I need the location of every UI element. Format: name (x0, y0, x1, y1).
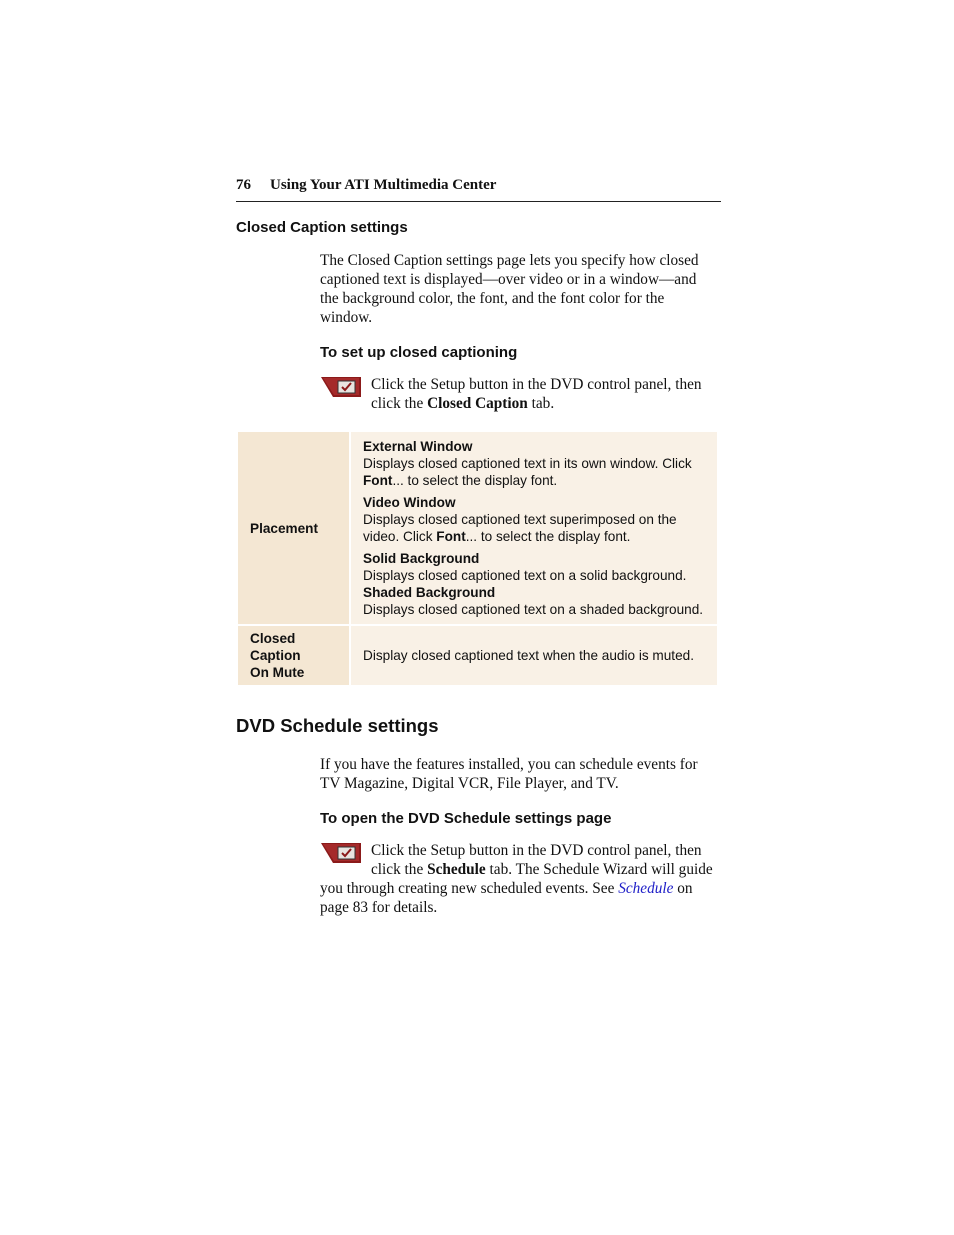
open-schedule-step: click the Schedule tab. The Schedule Wizard will guide you through creating new scheduled events. See Schedule on page 83 for details. (320, 861, 713, 916)
schedule-tab-name: Schedule (427, 861, 486, 878)
closed-caption-on-mute-label: Closed Caption On Mute (238, 626, 349, 685)
closed-caption-tab-name: Closed Caption (427, 395, 528, 412)
open-schedule-procedure-heading: To open the DVD Schedule settings page (320, 810, 612, 827)
setup-button-icon (321, 377, 361, 397)
option-video-window: Video Window Displays closed captioned text superimposed on the video. Click Font... to select the display font. (363, 495, 677, 544)
option-external-window: External Window Displays closed captioned text in its own window. Click Font... to select the display font. (363, 439, 692, 488)
dvd-schedule-heading: DVD Schedule settings (236, 715, 439, 736)
closed-caption-on-mute-desc: Display closed captioned text when the audio is muted. (351, 626, 717, 685)
dvd-schedule-intro: If you have the features installed, you can schedule events for TV Magazine, Digital VCR, File Player, and TV. (320, 756, 698, 792)
schedule-link[interactable]: Schedule (618, 880, 674, 897)
open-schedule-step-line1: Click the Setup button in the DVD control panel, then (371, 842, 702, 859)
option-background: Solid Background Displays closed captioned text on a solid background. Shaded Background Displays closed captioned text on a shaded background. (363, 551, 704, 617)
closed-caption-settings-table (236, 430, 719, 687)
placement-label: Placement (238, 432, 349, 624)
closed-caption-heading: Closed Caption settings (236, 219, 408, 236)
header-title: Using Your ATI Multimedia Center (270, 177, 497, 193)
setup-cc-step: Click the Setup button in the DVD control panel, then click the Closed Caption tab. (371, 376, 702, 412)
closed-caption-intro: The Closed Caption settings page lets you specify how closed captioned text is displayed—over video or in a window—and the background color, the font, and the font color for the window. (320, 252, 699, 326)
table-row (238, 626, 717, 685)
placement-options (351, 432, 717, 624)
page-number: 76 (236, 177, 251, 193)
running-header (236, 177, 721, 202)
table-row (238, 432, 717, 624)
setup-cc-procedure-heading: To set up closed captioning (320, 344, 518, 361)
